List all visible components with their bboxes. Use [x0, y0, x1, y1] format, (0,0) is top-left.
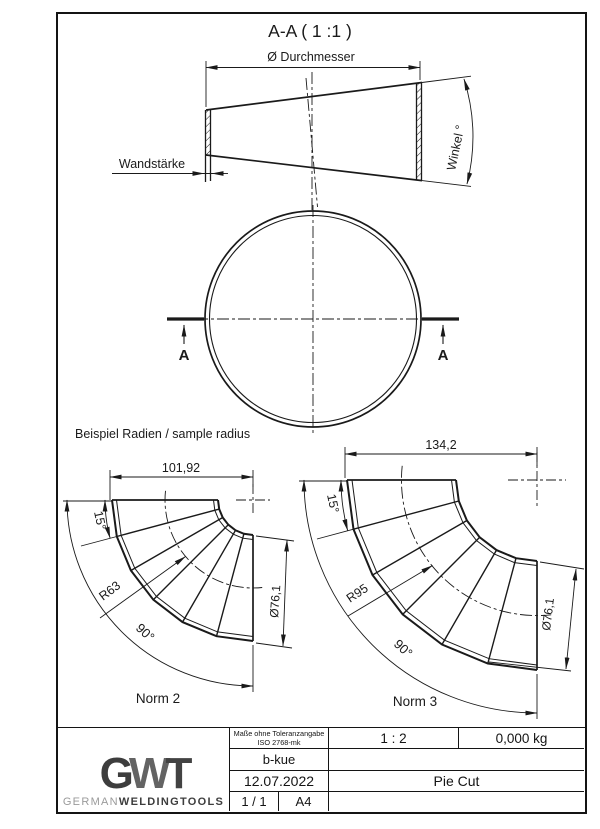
- norm3-figure: [299, 438, 584, 719]
- diameter-dimension-label: Ø Durchmesser: [267, 50, 355, 64]
- logo-letter-g: G: [99, 749, 129, 798]
- cone-centerline: [306, 72, 318, 212]
- norm2-segment-angle-label: 15°: [91, 509, 109, 532]
- norm3-segment-angle-label: 15°: [324, 492, 342, 515]
- section-marker-left: A: [178, 347, 190, 364]
- section-view-cone: [112, 21, 473, 212]
- tolerance-line2: ISO 2768-mk: [257, 738, 301, 747]
- diameter-dimension: [206, 61, 420, 107]
- section-marker-right: A: [437, 347, 449, 364]
- norm3-segment-angle-dimension: [299, 480, 354, 539]
- angle-dimension: [422, 76, 473, 186]
- title-block: [57, 727, 586, 813]
- norm2-radius-label: R63: [96, 578, 124, 604]
- tolerance-cell: [230, 728, 329, 749]
- section-title: A-A ( 1 :1 ): [268, 21, 352, 41]
- circle-centerlines: [196, 205, 430, 433]
- norm3-body: [347, 452, 566, 670]
- norm3-bend-angle-label: 90°: [390, 636, 416, 661]
- norm2-width-label: 101,92: [161, 461, 201, 475]
- logo-letter-t: T: [165, 749, 188, 798]
- norm3-width-dimension: [345, 438, 537, 478]
- circle-view: [167, 205, 459, 433]
- norm3-bend-angle-dimension: [304, 480, 537, 719]
- norm3-diameter-label: Ø76,1: [539, 597, 557, 632]
- wall-thickness-label: Wandstärke: [118, 157, 186, 171]
- gwt-logo: [99, 749, 188, 798]
- sheet-cell: 1 / 1: [230, 792, 279, 811]
- norm2-width-dimension: [110, 461, 253, 500]
- norm2-diameter-dimension: [256, 536, 294, 648]
- author-cell: b-kue: [230, 749, 329, 771]
- date-cell: 12.07.2022: [230, 771, 329, 792]
- norm3-radius-leader: [344, 566, 433, 617]
- angle-label: Winkel °: [444, 123, 468, 172]
- empty-row-1: [329, 749, 584, 771]
- weight-cell: 0,000 kg: [459, 728, 584, 749]
- part-title-cell: Pie Cut: [329, 771, 584, 792]
- norm3-name: Norm 3: [392, 694, 438, 709]
- norm2-name: Norm 2: [135, 691, 181, 706]
- brand-german: GERMAN: [62, 796, 119, 808]
- empty-row-2: [329, 792, 584, 811]
- norm2-figure: [63, 461, 294, 706]
- norm2-center-mark: [236, 484, 270, 516]
- section-arrows: [184, 325, 443, 344]
- norm2-body: [112, 484, 270, 641]
- logo-cell: [58, 728, 230, 811]
- norm3-width-label: 134,2: [425, 438, 457, 452]
- norm2-bend-angle-label: 90°: [132, 620, 158, 645]
- tolerance-line1: Maße ohne Toleranzangabe: [233, 728, 325, 738]
- brand-weldingtools: WELDINGTOOLS: [118, 796, 225, 808]
- brand-text: [63, 796, 224, 808]
- norm2-segment-joints: [117, 509, 244, 636]
- scale-cell: 1 : 2: [329, 728, 459, 749]
- format-cell: A4: [279, 792, 329, 811]
- norm2-diameter-label: Ø76,1: [267, 584, 284, 619]
- logo-letter-w: W: [128, 749, 166, 798]
- sample-radius-heading: Beispiel Radien / sample radius: [75, 427, 251, 441]
- norm3-radius-label: R95: [343, 581, 371, 606]
